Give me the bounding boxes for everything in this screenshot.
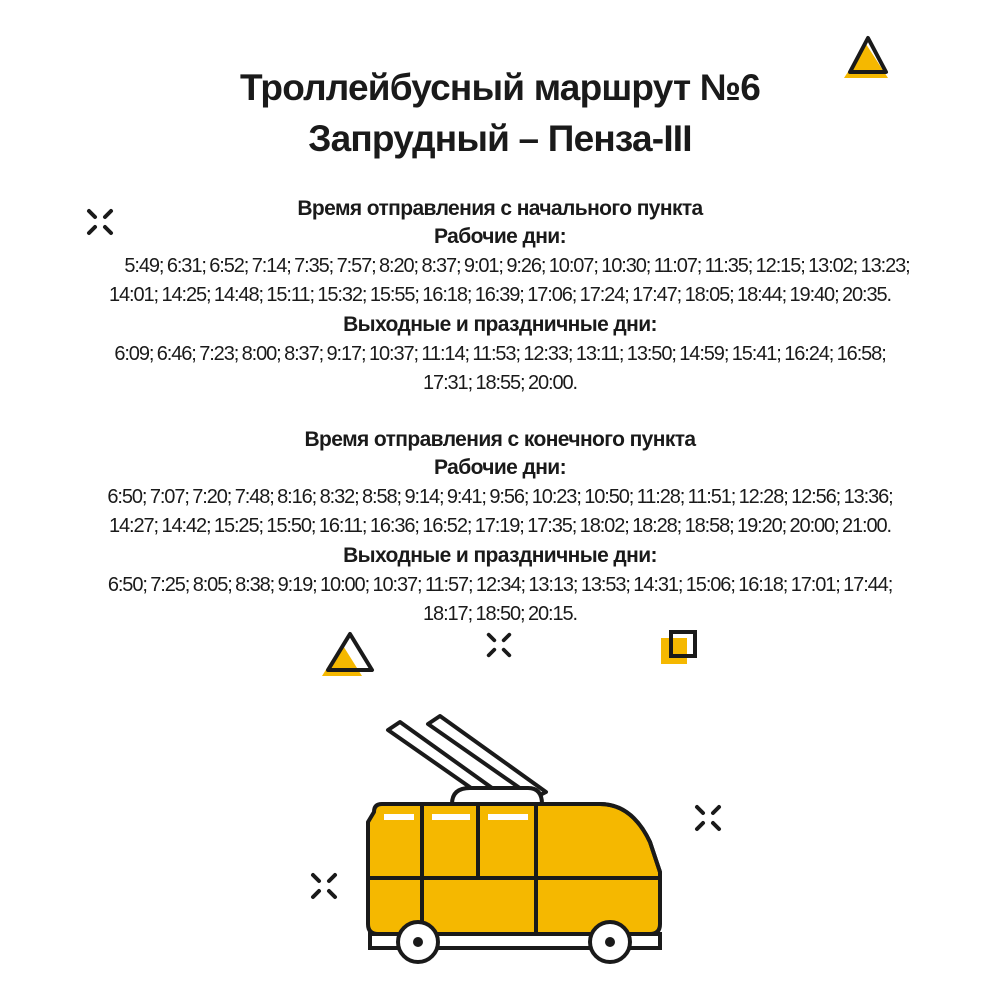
weekdays-times-line: 6:50; 7:07; 7:20; 7:48; 8:16; 8:32; 8:58; 9:14; 9:41; 9:56; 10:23; 10:50; 11:28; 11:51; 12:28; 12:56; 13:36; xyxy=(107,486,893,508)
weekends-heading: Выходные и праздничные дни: xyxy=(343,313,657,336)
triangle-icon xyxy=(836,32,896,82)
weekdays-heading: Рабочие дни: xyxy=(433,456,567,479)
schedule-from-end xyxy=(0,426,1000,629)
weekdays-times-line: 5:49; 6:31; 6:52; 7:14; 7:35; 7:57; 8:20; 8:37; 9:01; 9:26; 10:07; 10:30; 11:07; 11:35; 12:15; 13:02; 13:23; xyxy=(124,255,910,277)
sparkle-icon xyxy=(84,206,116,238)
weekdays-times-line: 14:01; 14:25; 14:48; 15:11; 15:32; 15:55; 16:18; 16:39; 17:06; 17:24; 17:47; 18:05; 18:44; 19:40; 20:35. xyxy=(109,284,891,306)
square-icon xyxy=(658,628,702,670)
section-heading: Время отправления с конечного пункта xyxy=(304,428,696,451)
trolleybus-icon xyxy=(360,712,680,970)
weekends-times-line: 18:17; 18:50; 20:15. xyxy=(423,603,577,625)
sparkle-icon xyxy=(692,802,724,834)
weekends-times-line: 17:31; 18:55; 20:00. xyxy=(423,372,577,394)
sparkle-icon xyxy=(484,630,514,660)
weekends-heading: Выходные и праздничные дни: xyxy=(343,544,657,567)
weekends-times-line: 6:09; 6:46; 7:23; 8:00; 8:37; 9:17; 10:37; 11:14; 11:53; 12:33; 13:11; 13:50; 14:59; 15:41; 16:24; 16:58; xyxy=(114,343,886,365)
weekends-times-line: 6:50; 7:25; 8:05; 8:38; 9:19; 10:00; 10:37; 11:57; 12:34; 13:13; 13:53; 14:31; 15:06; 16:18; 17:01; 17:44; xyxy=(107,574,893,596)
schedule-from-start xyxy=(0,195,1000,398)
title-direction: Запрудный – Пенза-III xyxy=(308,118,692,159)
weekdays-times-line: 14:27; 14:42; 15:25; 15:50; 16:11; 16:36; 16:52; 17:19; 17:35; 18:02; 18:28; 18:58; 19:20; 20:00; 21:00. xyxy=(109,515,891,537)
section-heading: Время отправления с начального пункта xyxy=(297,197,703,220)
sparkle-icon xyxy=(308,870,340,902)
weekdays-heading: Рабочие дни: xyxy=(433,225,567,248)
triangle-icon xyxy=(318,628,380,680)
title-route: Троллейбусный маршрут №6 xyxy=(240,67,760,108)
